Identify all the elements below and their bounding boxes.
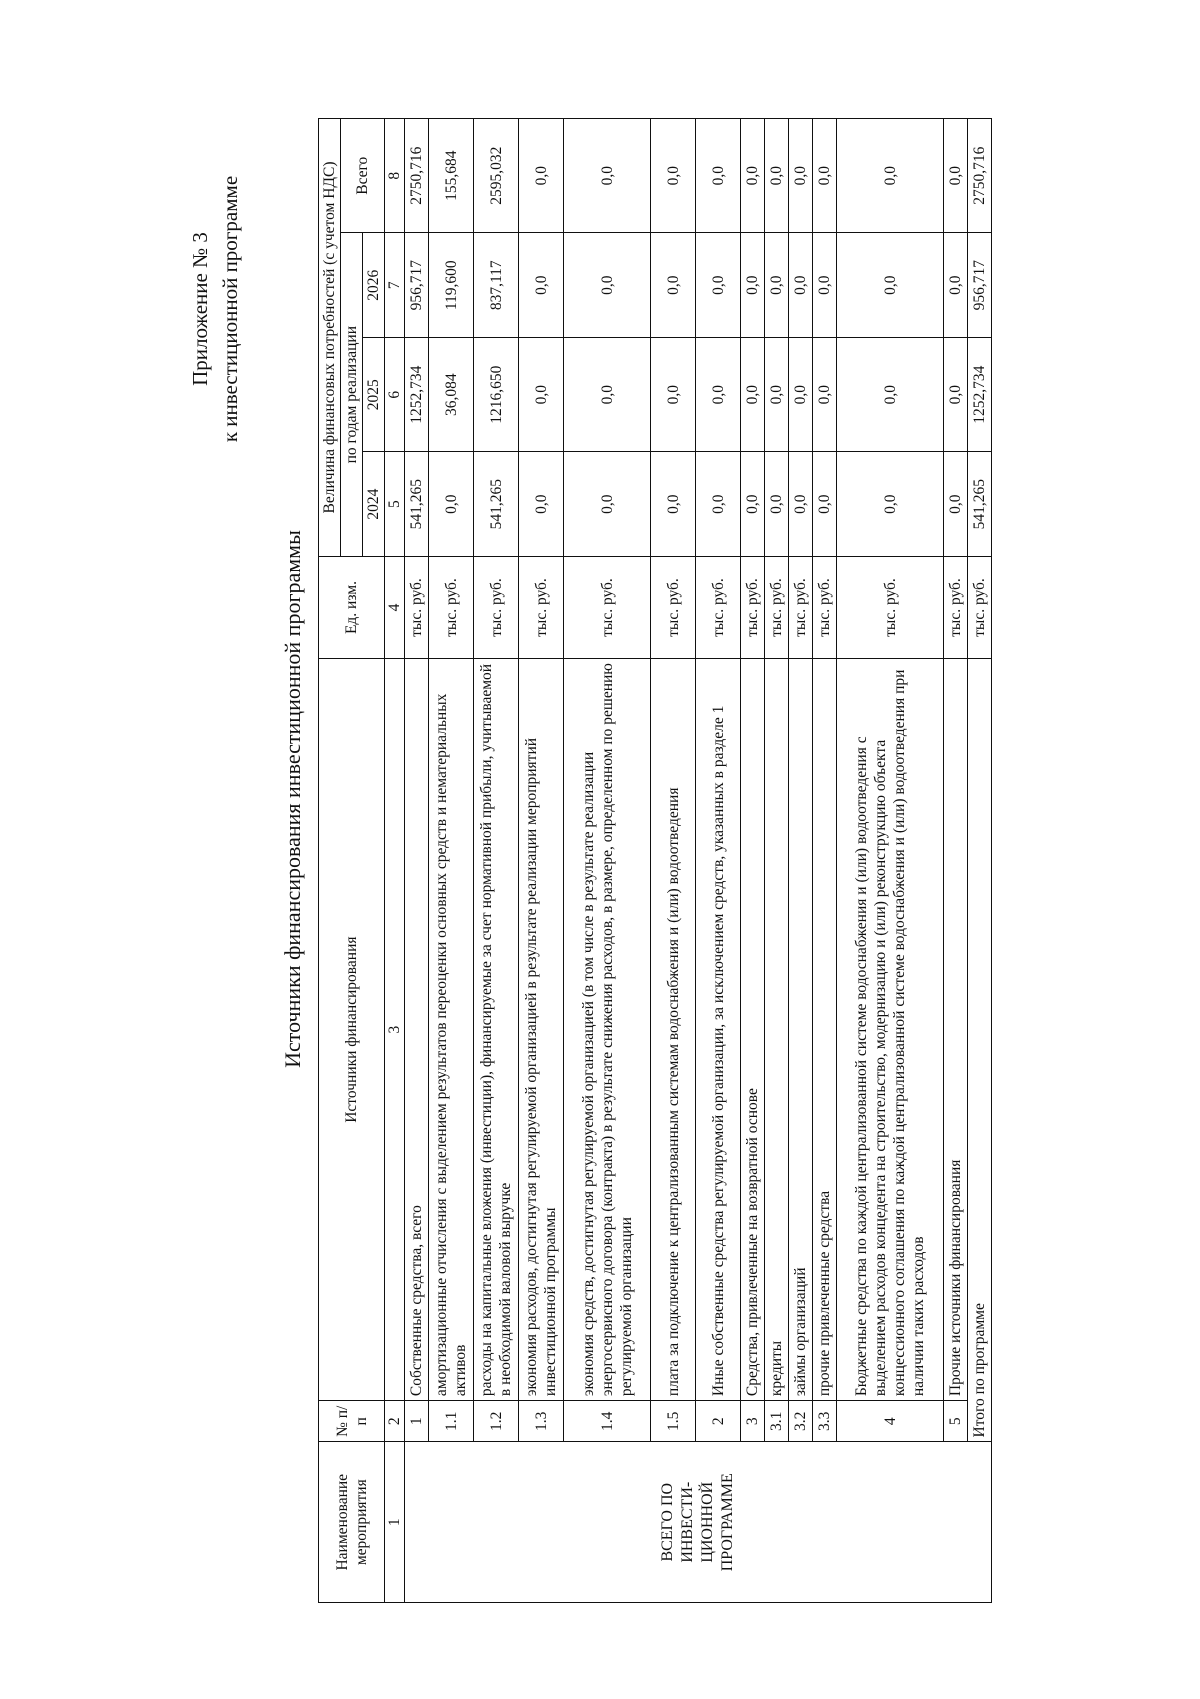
row-num: 3 (741, 1401, 765, 1442)
row-unit: тыс. руб. (474, 556, 519, 658)
row-num: 1.5 (651, 1401, 696, 1442)
header-value-group: Величина финансовых потребностей (с учетом НДС) (319, 119, 341, 557)
row-value-2025: 0,0 (765, 338, 789, 452)
row-num: 1 (405, 1401, 429, 1442)
row-value-total: 0,0 (651, 119, 696, 233)
row-value-2025: 0,0 (837, 338, 944, 452)
row-value-2024: 541,265 (474, 452, 519, 557)
table-row (474, 119, 519, 1603)
header-sources: Источники финансирования (319, 659, 385, 1401)
header-unit: Ед. изм. (319, 556, 385, 658)
merged-event-label: ВСЕГО ПО ИНВЕСТИ-ЦИОННОЙ ПРОГРАММЕ (405, 1442, 992, 1603)
row-value-2026: 0,0 (696, 233, 741, 338)
row-unit: тыс. руб. (765, 556, 789, 658)
header-year-2025: 2025 (363, 338, 385, 452)
index-cell: 7 (385, 233, 405, 338)
row-value-2025: 1252,734 (405, 338, 429, 452)
row-value-2024: 0,0 (741, 452, 765, 557)
table-row (429, 119, 474, 1603)
row-source-name: плата за подключение к централизованным системам водоснабжения и (или) водоотведения (651, 659, 696, 1401)
total-row-2025: 1252,734 (968, 338, 992, 452)
row-value-total: 0,0 (765, 119, 789, 233)
header-by-years: по годам реализации (341, 233, 363, 557)
row-source-name: Бюджетные средства по каждой централизованной системе водоснабжения и (или) водоотведения с выделением расходов концедента на строительство, модернизацию и (или) реконструкцию объекта концессионного соглашения по каждой централизованной системе водоснабжения и (или) водоотведения при наличии таких расходов (837, 659, 944, 1401)
row-unit: тыс. руб. (789, 556, 813, 658)
index-cell: 2 (385, 1401, 405, 1442)
total-row-label: Итого по программе (968, 659, 992, 1442)
table-row (564, 119, 651, 1603)
row-value-2026: 837,117 (474, 233, 519, 338)
row-value-2026: 0,0 (813, 233, 837, 338)
header-num: № п/п (319, 1401, 385, 1442)
row-value-2025: 0,0 (944, 338, 968, 452)
total-row-unit: тыс. руб. (968, 556, 992, 658)
document-title: Источники финансирования инвестиционной программы (280, 530, 305, 1068)
table-row (789, 119, 813, 1603)
row-source-name: кредиты (765, 659, 789, 1401)
row-value-2025: 0,0 (696, 338, 741, 452)
row-unit: тыс. руб. (696, 556, 741, 658)
row-value-2025: 0,0 (519, 338, 564, 452)
row-unit: тыс. руб. (837, 556, 944, 658)
row-value-2026: 0,0 (651, 233, 696, 338)
row-unit: тыс. руб. (741, 556, 765, 658)
row-num: 1.1 (429, 1401, 474, 1442)
row-source-name: экономия расходов, достигнутая регулируемой организацией в результате реализации мероприятий инвестиционной программы (519, 659, 564, 1401)
index-cell: 5 (385, 452, 405, 557)
financing-table (318, 118, 992, 1603)
row-value-2024: 0,0 (696, 452, 741, 557)
row-num: 1.3 (519, 1401, 564, 1442)
row-source-name: Собственные средства, всего (405, 659, 429, 1401)
header-row-1 (319, 119, 341, 1603)
row-value-2024: 0,0 (813, 452, 837, 557)
row-num: 1.4 (564, 1401, 651, 1442)
index-cell: 4 (385, 556, 405, 658)
row-unit: тыс. руб. (651, 556, 696, 658)
row-value-2025: 1216,650 (474, 338, 519, 452)
row-value-2025: 0,0 (651, 338, 696, 452)
row-value-2025: 0,0 (813, 338, 837, 452)
row-value-2026: 0,0 (519, 233, 564, 338)
table-row (944, 119, 968, 1603)
row-unit: тыс. руб. (564, 556, 651, 658)
appendix-line1: Приложение № 3 (188, 232, 212, 386)
row-value-total: 0,0 (837, 119, 944, 233)
row-value-total: 0,0 (813, 119, 837, 233)
row-num: 4 (837, 1401, 944, 1442)
header-event-name: Наименование мероприятия (319, 1442, 385, 1603)
row-source-name: расходы на капитальные вложения (инвестиции), финансируемые за счет нормативной прибыли, учитываемой в необходимой валовой выручке (474, 659, 519, 1401)
index-cell: 6 (385, 338, 405, 452)
table-row (696, 119, 741, 1603)
row-value-2026: 0,0 (741, 233, 765, 338)
row-value-total: 0,0 (696, 119, 741, 233)
row-num: 2 (696, 1401, 741, 1442)
row-value-total: 0,0 (564, 119, 651, 233)
row-value-total: 0,0 (789, 119, 813, 233)
appendix-line2: к инвестиционной программе (218, 175, 242, 443)
total-row-total: 2750,716 (968, 119, 992, 233)
index-cell: 3 (385, 659, 405, 1401)
row-num: 3.3 (813, 1401, 837, 1442)
row-value-total: 2595,032 (474, 119, 519, 233)
row-unit: тыс. руб. (429, 556, 474, 658)
header-year-2026: 2026 (363, 233, 385, 338)
row-value-2024: 0,0 (944, 452, 968, 557)
row-value-2026: 0,0 (564, 233, 651, 338)
appendix-note (185, 99, 245, 519)
row-source-name: займы организаций (789, 659, 813, 1401)
row-value-2025: 36,084 (429, 338, 474, 452)
header-total: Всего (341, 119, 385, 233)
table-row (651, 119, 696, 1603)
row-value-2026: 0,0 (765, 233, 789, 338)
row-value-2025: 0,0 (789, 338, 813, 452)
row-value-2026: 956,717 (405, 233, 429, 338)
row-value-total: 0,0 (741, 119, 765, 233)
index-cell: 8 (385, 119, 405, 233)
row-num: 1.2 (474, 1401, 519, 1442)
row-value-2024: 0,0 (519, 452, 564, 557)
row-value-2024: 0,0 (651, 452, 696, 557)
row-value-total: 0,0 (519, 119, 564, 233)
row-source-name: Прочие источники финансирования (944, 659, 968, 1401)
row-num: 3.2 (789, 1401, 813, 1442)
row-source-name: экономия средств, достигнутая регулируемой организацией (в том числе в результате реализации энергосервисного договора (контракта) в результате снижения расходов, в размере, определенном по решению регулируемой организации (564, 659, 651, 1401)
table-row (837, 119, 944, 1603)
row-value-2024: 0,0 (564, 452, 651, 557)
row-unit: тыс. руб. (519, 556, 564, 658)
row-value-total: 155,684 (429, 119, 474, 233)
row-value-2024: 541,265 (405, 452, 429, 557)
total-row-2024: 541,265 (968, 452, 992, 557)
row-source-name: прочие привлеченные средства (813, 659, 837, 1401)
total-row-2026: 956,717 (968, 233, 992, 338)
table-row (813, 119, 837, 1603)
row-value-2026: 119,600 (429, 233, 474, 338)
index-cell: 1 (385, 1442, 405, 1603)
header-year-2024: 2024 (363, 452, 385, 557)
row-source-name: амортизационные отчисления с выделением результатов переоценки основных средств и нематериальных активов (429, 659, 474, 1401)
row-unit: тыс. руб. (813, 556, 837, 658)
row-unit: тыс. руб. (944, 556, 968, 658)
table-row (405, 119, 429, 1603)
row-value-total: 2750,716 (405, 119, 429, 233)
row-source-name: Средства, привлеченные на возвратной основе (741, 659, 765, 1401)
row-value-2026: 0,0 (944, 233, 968, 338)
row-value-2025: 0,0 (741, 338, 765, 452)
row-value-total: 0,0 (944, 119, 968, 233)
table-row (741, 119, 765, 1603)
row-value-2024: 0,0 (837, 452, 944, 557)
row-value-2024: 0,0 (789, 452, 813, 557)
row-value-2024: 0,0 (429, 452, 474, 557)
row-value-2025: 0,0 (564, 338, 651, 452)
row-num: 3.1 (765, 1401, 789, 1442)
row-unit: тыс. руб. (405, 556, 429, 658)
table-row (519, 119, 564, 1603)
row-num: 5 (944, 1401, 968, 1442)
row-value-2024: 0,0 (765, 452, 789, 557)
table-row (765, 119, 789, 1603)
total-row (968, 119, 992, 1603)
row-value-2026: 0,0 (789, 233, 813, 338)
column-index-row (385, 119, 405, 1603)
row-value-2026: 0,0 (837, 233, 944, 338)
row-source-name: Иные собственные средства регулируемой организации, за исключением средств, указанных в разделе 1 (696, 659, 741, 1401)
